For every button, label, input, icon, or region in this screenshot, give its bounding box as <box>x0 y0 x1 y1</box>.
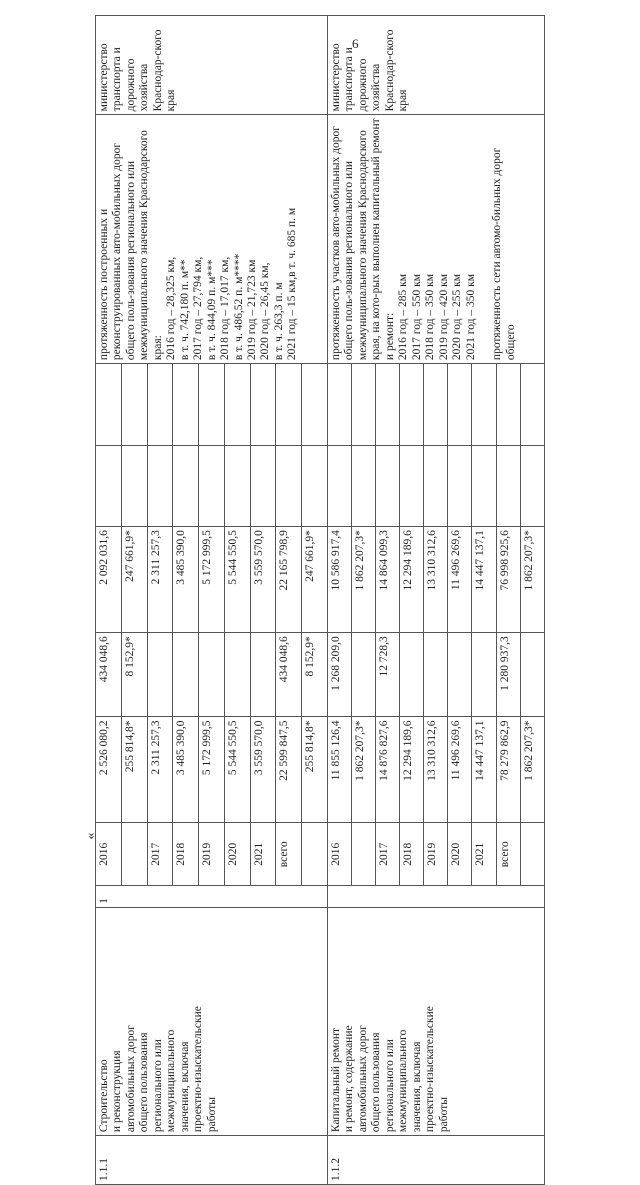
regional-cell: 11 496 269,6 <box>448 527 472 633</box>
year-cell: 2020 <box>448 823 472 886</box>
federal-cell: 1 268 209,0 <box>327 633 351 717</box>
total-sub-cell: 255 814,8* <box>302 717 328 823</box>
federal-cell <box>199 633 225 717</box>
federal-cell <box>147 633 173 717</box>
federal-cell <box>250 633 276 717</box>
total-sub-cell: 1 862 207,3* <box>352 717 376 823</box>
year-cell: 2017 <box>376 823 400 886</box>
total-cell: 13 310 312,6 <box>424 717 448 823</box>
row-status: 1 <box>96 885 328 907</box>
regional-cell: 12 294 189,6 <box>400 527 424 633</box>
regional-cell: 14 447 137,1 <box>472 527 496 633</box>
federal-cell <box>224 633 250 717</box>
total-cell: 2 311 257,3 <box>147 717 173 823</box>
total-cell: 12 294 189,6 <box>400 717 424 823</box>
regional-cell: 5 172 999,5 <box>199 527 225 633</box>
regional-cell: 2 311 257,3 <box>147 527 173 633</box>
federal-cell: 12 728,3 <box>376 633 400 717</box>
federal-cell: 434 048,6 <box>96 633 122 717</box>
year-cell: всего <box>496 823 520 886</box>
row-result: протяженность построенных и реконструированных авто-мобильных дорог общего поль-зования регионального или межмуниципального значения Краснодарского края: 2016 год – 28,325 км, в т. ч. 742,180 п. м** 2017 год – 27,794 км, в т. ч. 844,09 п. м*** 2018 год – 17,017 км, в т. ч. 486,52 п. м**** 2019 год – 21,723 км 2020 год – 26,45 км, в т. ч. 263,3 п. м 2021 год – 15 км,в т. ч. 685 п. м <box>96 115 328 364</box>
total-cell: 14 876 827,6 <box>376 717 400 823</box>
total-cell: 2 526 080,2 <box>96 717 122 823</box>
federal-sub-cell <box>520 633 544 717</box>
total-cell: 5 544 550,5 <box>224 717 250 823</box>
page-number: 6 <box>352 36 359 51</box>
row-executor: министерство транспорта и дорожного хозяйства Краснодар-ского края <box>96 16 328 115</box>
row-executor: министерство транспорта и дорожного хозяйства Краснодар-ского края <box>327 16 544 115</box>
federal-cell <box>448 633 472 717</box>
program-table <box>95 15 545 1185</box>
regional-cell: 3 485 390,0 <box>173 527 199 633</box>
year-cell: 2018 <box>400 823 424 886</box>
year-cell: 2021 <box>250 823 276 886</box>
regional-sub-cell: 1 862 207,3* <box>520 527 544 633</box>
total-sub-cell: 255 814,8* <box>121 717 147 823</box>
federal-sub-cell <box>352 633 376 717</box>
total-cell: 5 172 999,5 <box>199 717 225 823</box>
open-quote-mark: « <box>83 832 99 840</box>
federal-cell <box>400 633 424 717</box>
regional-sub-cell: 1 862 207,3* <box>352 527 376 633</box>
total-cell: 78 279 862,9 <box>496 717 520 823</box>
regional-cell: 13 310 312,6 <box>424 527 448 633</box>
year-cell: всего <box>276 823 302 886</box>
total-cell: 14 447 137,1 <box>472 717 496 823</box>
row-code: 1.1.2 <box>327 1136 544 1185</box>
total-cell: 11 496 269,6 <box>448 717 472 823</box>
federal-cell <box>173 633 199 717</box>
row-result: протяженность участков авто-мобильных дорог общего поль-зования регионального или межмуниципального значения Краснодарского края, на кото-рых выполнен капитальный ремонт и ремонт: 2016 год – 285 км 2017 год – 550 км 2018 год – 350 км 2019 год – 420 км 2020 год – 255 км 2021 год – 350 км протяженность сети автомо-бильных дорог общего <box>327 115 544 364</box>
year-cell: 2016 <box>96 823 122 886</box>
total-cell: 3 485 390,0 <box>173 717 199 823</box>
federal-cell <box>424 633 448 717</box>
year-cell: 2021 <box>472 823 496 886</box>
row-name: Строительство и реконструкция автомобильных дорог общего пользования регионального или межмуниципального значения, включая проектно-изыскательские работы <box>96 907 328 1135</box>
total-sub-cell: 1 862 207,3* <box>520 717 544 823</box>
federal-cell: 1 280 937,3 <box>496 633 520 717</box>
table-row <box>327 16 351 1185</box>
regional-cell: 10 586 917,4 <box>327 527 351 633</box>
table-row <box>96 16 122 1185</box>
regional-cell: 3 559 570,0 <box>250 527 276 633</box>
year-cell: 2019 <box>199 823 225 886</box>
year-cell: 2016 <box>327 823 351 886</box>
federal-cell <box>472 633 496 717</box>
total-cell: 11 855 126,4 <box>327 717 351 823</box>
row-name: Капитальный ремонт и ремонт, содержание автомобильных дорог общего пользования регионального или межмуниципального значения, включая проектно-изыскательские работы <box>327 907 544 1135</box>
row-status <box>327 885 544 907</box>
year-cell: 2017 <box>147 823 173 886</box>
federal-sub-cell: 8 152,9* <box>121 633 147 717</box>
year-cell: 2020 <box>224 823 250 886</box>
regional-cell: 2 092 031,6 <box>96 527 122 633</box>
rotated-table-sheet <box>95 15 545 1185</box>
year-cell: 2018 <box>173 823 199 886</box>
row-code: 1.1.1 <box>96 1136 328 1185</box>
regional-cell: 76 998 925,6 <box>496 527 520 633</box>
federal-cell: 434 048,6 <box>276 633 302 717</box>
regional-sub-cell: 247 661,9* <box>302 527 328 633</box>
total-cell: 3 559 570,0 <box>250 717 276 823</box>
regional-cell: 22 165 798,9 <box>276 527 302 633</box>
regional-sub-cell: 247 661,9* <box>121 527 147 633</box>
federal-sub-cell: 8 152,9* <box>302 633 328 717</box>
regional-cell: 5 544 550,5 <box>224 527 250 633</box>
total-cell: 22 599 847,5 <box>276 717 302 823</box>
year-cell: 2019 <box>424 823 448 886</box>
regional-cell: 14 864 099,3 <box>376 527 400 633</box>
